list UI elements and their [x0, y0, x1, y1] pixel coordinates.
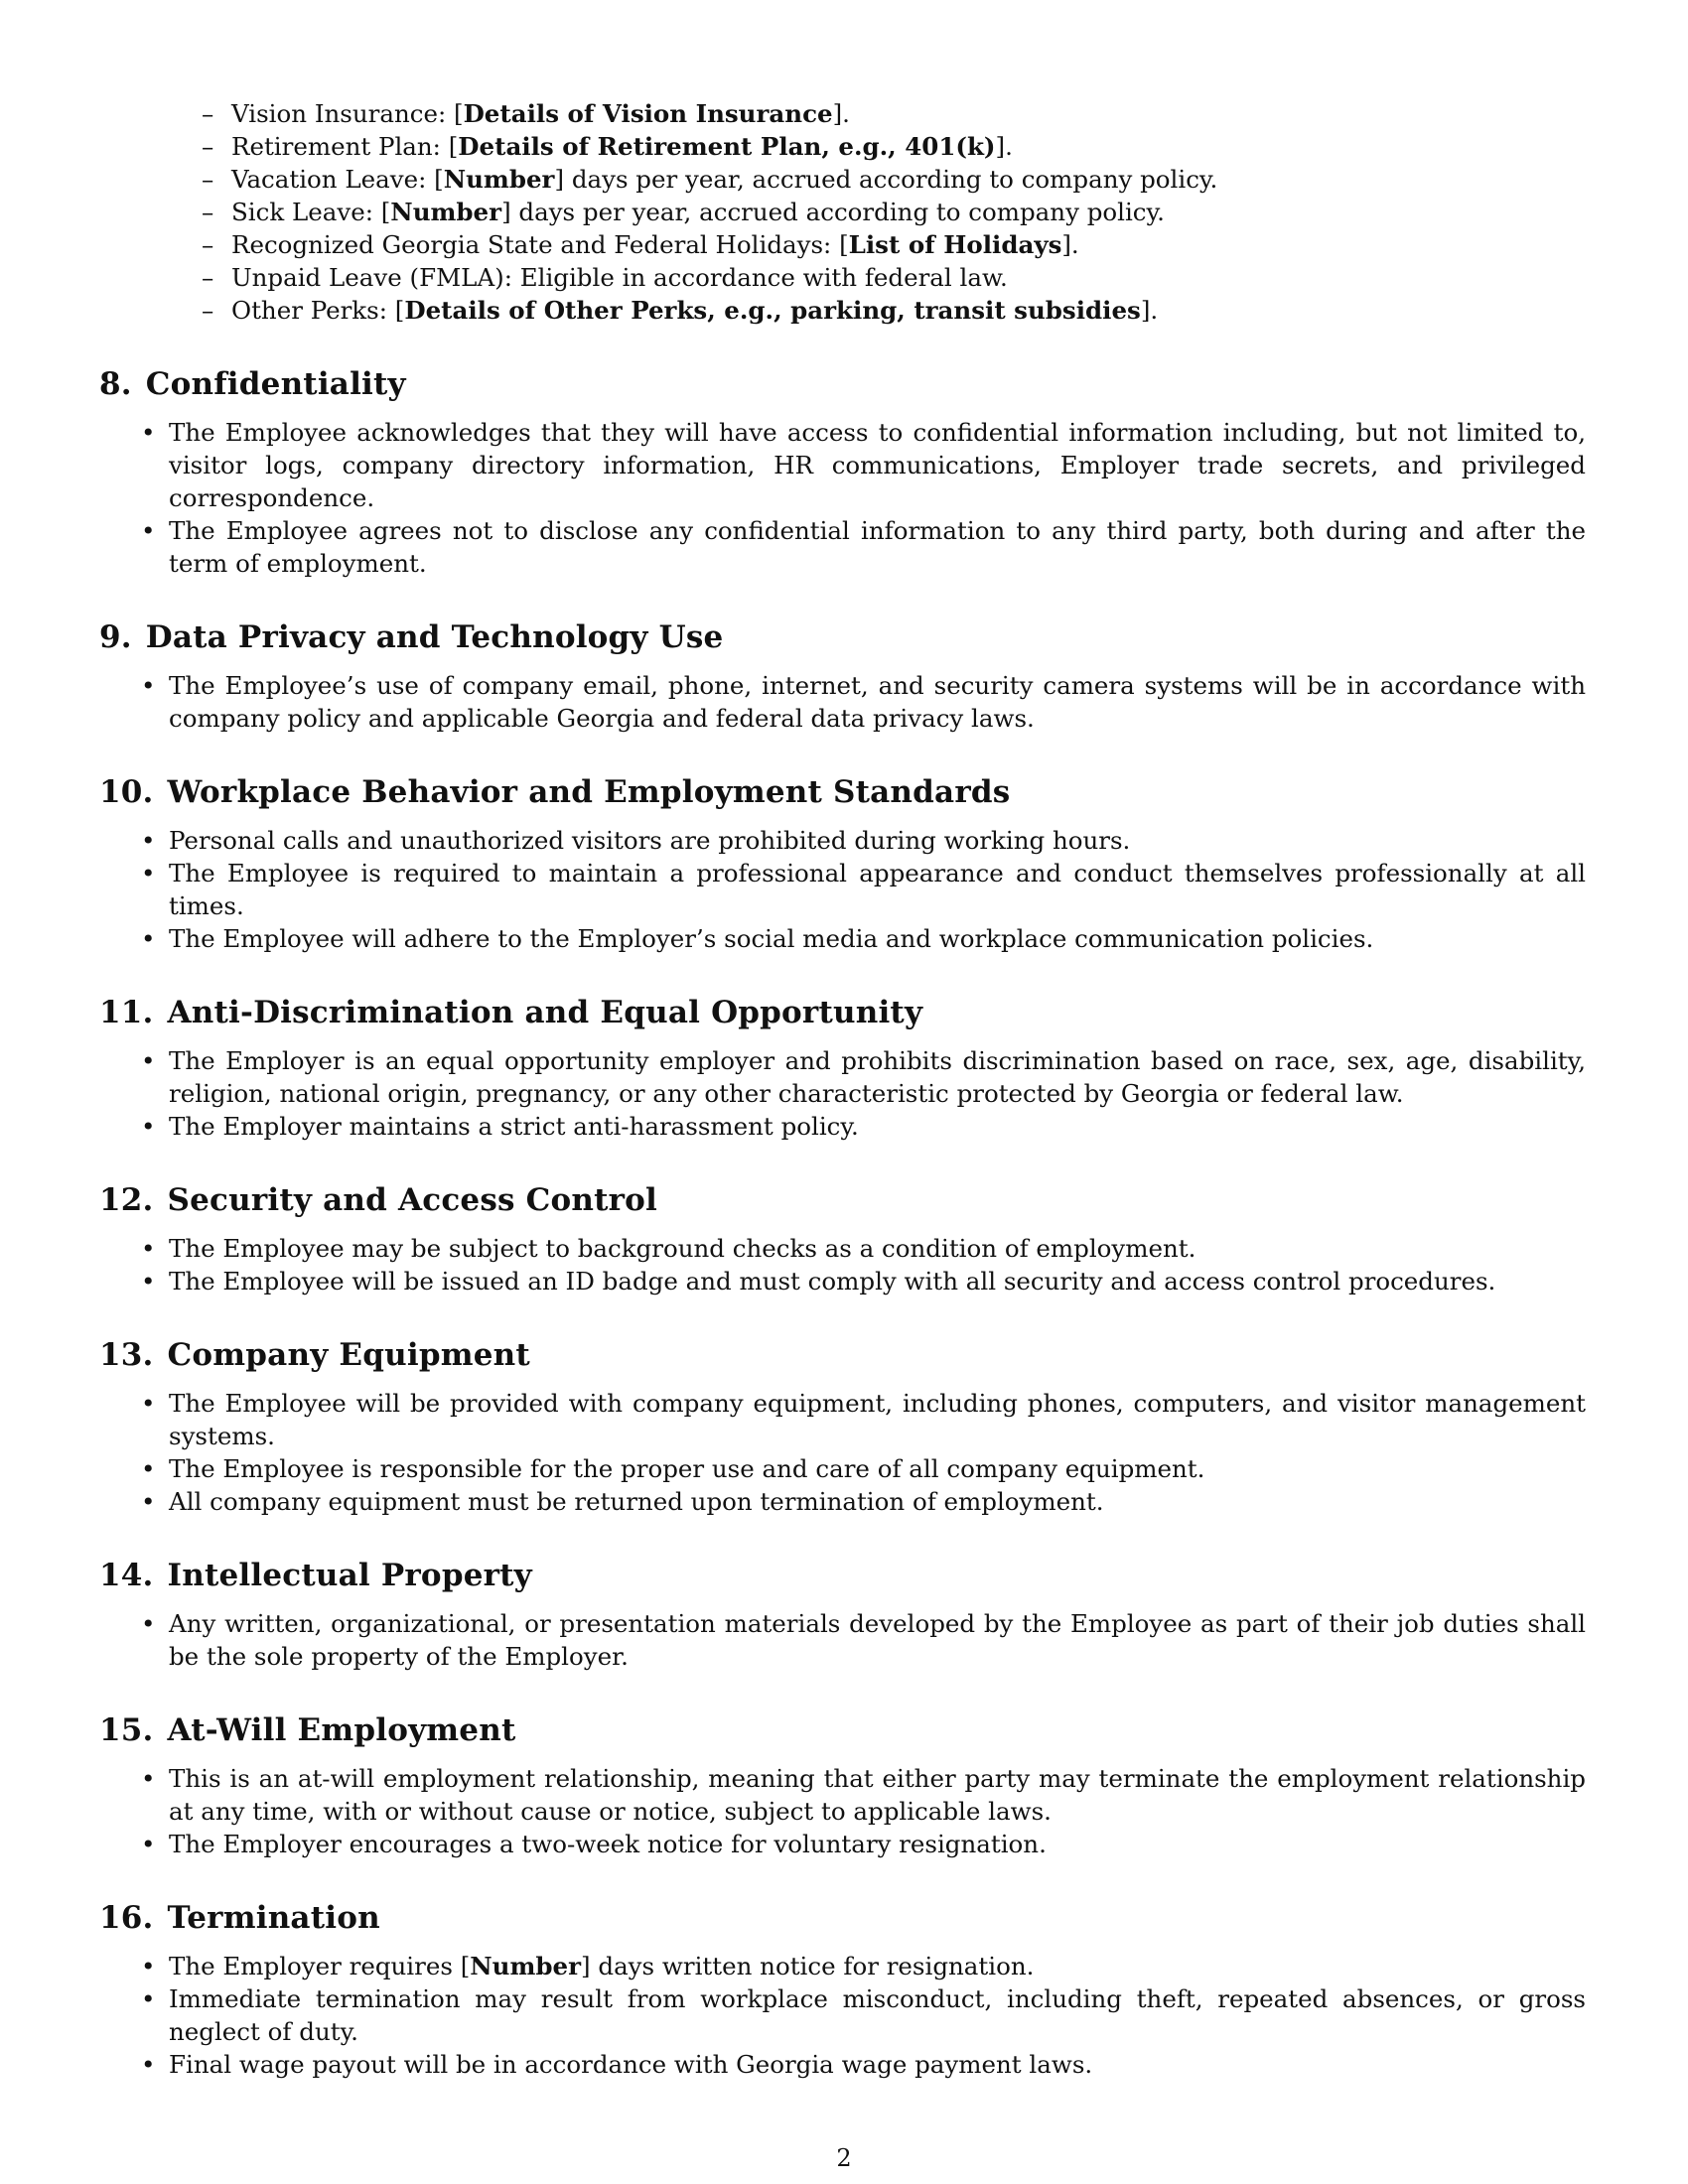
section-heading: 14. Intellectual Property [99, 1558, 532, 1593]
section-heading: 11. Anti-Discrimination and Equal Opportunity [99, 995, 923, 1030]
benefit-item: – Vision Insurance: [Details of Vision Insurance]. [202, 97, 1589, 130]
section-heading: 13. Company Equipment [99, 1337, 530, 1373]
list-item: • The Employee may be subject to background checks as a condition of employment. [99, 1232, 1586, 1265]
section-list [99, 1387, 1589, 1518]
list-item: • The Employer requires [Number] days written notice for resignation. [99, 1950, 1586, 1982]
list-item: • The Employee agrees not to disclose any confidential information to any third party, both during and after the term of employment. [99, 514, 1586, 580]
list-item: • The Employee acknowledges that they will have access to confidential information including, but not limited to, visitor logs, company directory information, HR communications, Employer trade secrets, and privileged correspondence. [99, 416, 1586, 514]
section-list [99, 1607, 1589, 1673]
list-item: • The Employee will be provided with company equipment, including phones, computers, and visitor management systems. [99, 1387, 1586, 1452]
benefit-item: – Retirement Plan: [Details of Retirement Plan, e.g., 401(k)]. [202, 130, 1589, 163]
section-confidentiality [99, 364, 1589, 580]
list-item: • This is an at-will employment relationship, meaning that either party may terminate the employment relationship at any time, with or without cause or notice, subject to applicable laws. [99, 1762, 1586, 1828]
page-number: 2 [836, 2144, 852, 2172]
list-item: • Any written, organizational, or presentation materials developed by the Employee as part of their job duties shall be the sole property of the Employer. [99, 1607, 1586, 1673]
list-item: • The Employee will be issued an ID badge and must comply with all security and access control procedures. [99, 1265, 1586, 1297]
list-item: • All company equipment must be returned upon termination of employment. [99, 1485, 1586, 1518]
section-heading: 8. Confidentiality [99, 366, 406, 402]
section-heading: 10. Workplace Behavior and Employment Standards [99, 774, 1011, 810]
section-heading: 15. At-Will Employment [99, 1712, 516, 1748]
benefit-item: – Other Perks: [Details of Other Perks, e.g., parking, transit subsidies]. [202, 294, 1589, 327]
section-heading: 16. Termination [99, 1900, 380, 1936]
list-item: • Immediate termination may result from workplace misconduct, including theft, repeated absences, or gross neglect of duty. [99, 1982, 1586, 2048]
section-heading: 9. Data Privacy and Technology Use [99, 619, 724, 655]
list-item: • The Employer maintains a strict anti-harassment policy. [99, 1110, 1586, 1143]
benefit-item: – Sick Leave: [Number] days per year, accrued according to company policy. [202, 196, 1589, 228]
list-item: • Personal calls and unauthorized visitors are prohibited during working hours. [99, 824, 1586, 857]
list-item: • The Employee is responsible for the proper use and care of all company equipment. [99, 1452, 1586, 1485]
section-workplace-behavior [99, 772, 1589, 955]
section-security-access [99, 1180, 1589, 1297]
section-list [99, 416, 1589, 580]
section-at-will-employment [99, 1710, 1589, 1860]
section-heading: 12. Security and Access Control [99, 1182, 658, 1218]
list-item: • Final wage payout will be in accordance with Georgia wage payment laws. [99, 2048, 1586, 2081]
section-list [99, 1044, 1589, 1143]
section-list [99, 1232, 1589, 1297]
list-item: • The Employee is required to maintain a professional appearance and conduct themselves professionally at all times. [99, 857, 1586, 922]
section-list [99, 1762, 1589, 1860]
document-page [99, 97, 1589, 2081]
benefit-item: – Vacation Leave: [Number] days per year, accrued according to company policy. [202, 163, 1589, 196]
list-item: • The Employer encourages a two-week notice for voluntary resignation. [99, 1828, 1586, 1860]
section-intellectual-property [99, 1556, 1589, 1673]
section-list [99, 669, 1589, 735]
list-item: • The Employer is an equal opportunity employer and prohibits discrimination based on race, sex, age, disability, religion, national origin, pregnancy, or any other characteristic protected by Georgia or federal law. [99, 1044, 1586, 1110]
section-termination [99, 1898, 1589, 2081]
list-item: • The Employee’s use of company email, phone, internet, and security camera systems will be in accordance with company policy and applicable Georgia and federal data privacy laws. [99, 669, 1586, 735]
section-company-equipment [99, 1335, 1589, 1518]
section-list [99, 1950, 1589, 2081]
section-data-privacy [99, 617, 1589, 735]
section-anti-discrimination [99, 993, 1589, 1143]
benefits-list [202, 97, 1589, 327]
list-item: • The Employee will adhere to the Employer’s social media and workplace communication policies. [99, 922, 1586, 955]
benefit-item: – Unpaid Leave (FMLA): Eligible in accordance with federal law. [202, 261, 1589, 294]
section-list [99, 824, 1589, 955]
benefit-item: – Recognized Georgia State and Federal Holidays: [List of Holidays]. [202, 228, 1589, 261]
